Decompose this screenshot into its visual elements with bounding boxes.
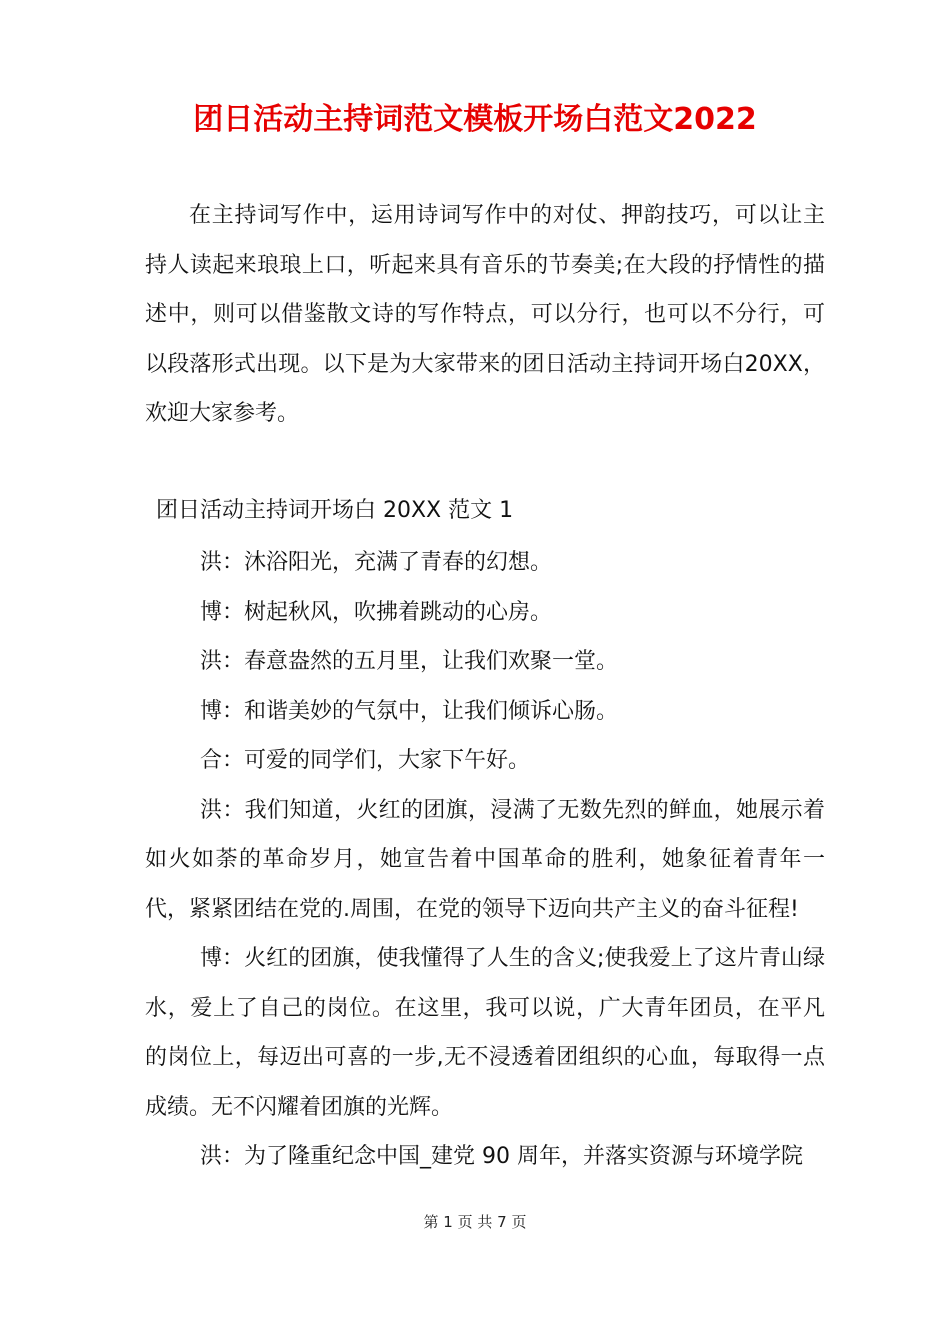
section-heading: 团日活动主持词开场白 20XX 范文 1 <box>156 498 514 523</box>
dialogue-body <box>145 538 825 1182</box>
dialogue-line: 博：树起秋风，吹拂着跳动的心房。 <box>200 599 553 625</box>
dialogue-line: 博：和谐美妙的气氛中，让我们倾诉心肠。 <box>200 698 619 724</box>
dialogue-line: 合：可爱的同学们，大家下午好。 <box>200 748 531 773</box>
page-number-footer: 第 1 页 共 7 页 <box>423 1213 527 1231</box>
dialogue-line: 洪：春意盎然的五月里，让我们欢聚一堂。 <box>200 649 619 674</box>
intro-paragraph: 在主持词写作中，运用诗词写作中的对仗、押韵技巧，可以让主持人读起来琅琅上口，听起来具有音乐的节奏美;在大段的抒情性的描述中，则可以借鉴散文诗的写作特点，可以分行，也可以不分行，可以段落形式出现。以下是为大家带来的团日活动主持词开场白20XX，欢迎大家参考。 <box>145 203 825 426</box>
dialogue-line: 洪：我们知道，火红的团旗，浸满了无数先烈的鲜血，她展示着如火如荼的革命岁月，她宣告着中国革命的胜利，她象征着青年一代，紧紧团结在党的.周围，在党的领导下迈向共产主义的奋斗征程! <box>145 797 825 922</box>
dialogue-line: 博：火红的团旗，使我懂得了人生的含义;使我爱上了这片青山绿水，爱上了自己的岗位。在这里，我可以说，广大青年团员，在平凡的岗位上，每迈出可喜的一步,无不浸透着团组织的心血，每取得一点成绩。无不闪耀着团旗的光辉。 <box>145 946 825 1120</box>
dialogue-line: 洪：为了隆重纪念中国_建党 90 周年，并落实资源与环境学院 <box>200 1144 803 1169</box>
dialogue-line: 洪：沐浴阳光，充满了青春的幻想。 <box>200 550 553 575</box>
document-title: 团日活动主持词范文模板开场白范文2022 <box>193 102 757 137</box>
